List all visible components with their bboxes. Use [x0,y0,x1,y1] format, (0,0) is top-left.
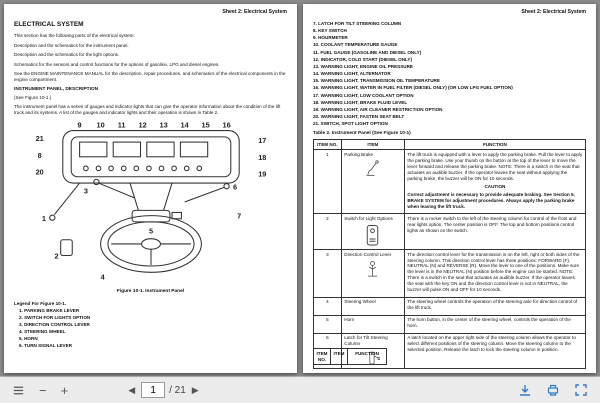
sidebar-toggle-button[interactable] [8,382,29,399]
legend-item: 2. SWITCH FOR LIGHTS OPTION [19,315,91,321]
legend-item: 20. WARNING LIGHT, FASTEN SEAT BELT [313,114,405,120]
svg-text:21: 21 [35,134,44,144]
legend-item: 6. TURN SIGNAL LEVER [19,342,73,348]
instrument-table-body [314,150,586,369]
legend-item: 17. WARNING LIGHT, LOW COOLANT OPTION [313,92,414,98]
col-header-item: ITEM [330,349,347,365]
legend-item: 10. COOLANT TEMPERATURE GAUGE [313,42,398,48]
legend-item: 5. HORN [19,335,38,341]
parking-brake-lever-figure [365,160,380,177]
page-header: Sheet 2: Electrical System [521,9,586,15]
item-name-cell [341,150,404,214]
function-text: Correct adjustment is necessary to provide adequate braking. See Section 5, BRAKE SYSTEM for adjustment procedures. Always apply the parking brake when leaving the lift truck. [407,191,575,209]
function-cell [404,315,585,333]
legend-item: 11. FUEL GAUGE (GASOLINE AND DIESEL ONLY) [313,49,422,55]
instrument-panel-figure [25,120,277,286]
legend-item: 15. WARNING LIGHT, TRANSMISSION OIL TEMPERATURE [313,78,440,84]
item-name: Steering Wheel [344,299,376,305]
function-cell [404,214,585,250]
menu-icon [12,384,25,397]
function-text: The direction control lever for the transmission is on the left, right or both sides of the steering column. This direction control lever has three positions: FORWARD (F), NEUTRAL (N) and REVERSE (R). Move the lever to one of the positions. Make sure the lever is in the NEUTRAL (N) position before the engine can be started. NOTE: There is a switch in the seat that actuates an audible buzzer. If the operator leaves the seat with the key ON and the direction control lever is not in NEUTRAL, the buzzer will pulse ON and OFF for 10 seconds. [407,251,580,293]
svg-text:16: 16 [222,120,231,130]
print-icon [546,383,560,397]
table-caption: Table 2. Instrument Panel (See Figure 10-1) [313,131,411,137]
item-name-cell [341,315,404,333]
bottom-toolbar [0,376,600,403]
item-name-cell [341,250,404,298]
col-header-item-no: ITEM NO. [314,140,342,150]
item-number-cell: 5 [314,315,342,333]
function-cell [404,333,585,369]
figure-legend-list [14,308,287,349]
page-left [4,4,297,373]
table-row [314,214,586,250]
legend-title: Legend For Figure 10-1. [14,300,67,306]
legend-item: 12. INDICATOR, COLD START (DIESEL ONLY) [313,56,413,62]
svg-text:8: 8 [37,151,42,161]
item-number-cell: 4 [314,297,342,315]
svg-text:17: 17 [257,136,266,146]
table-row [314,250,586,298]
svg-text:10: 10 [96,120,105,130]
item-name: Parking Brake [344,151,374,157]
light-switch-figure [365,224,380,247]
instrument-panel-drawing [25,120,277,286]
section-title: ELECTRICAL SYSTEM [14,21,84,28]
intro-paragraph: Description and the schematics for the instrument panel. [14,42,129,48]
intro-paragraph: See the ENGINE MAINTENANCE MANUAL for the description, repair procedures, and schematics of the electrical components in the engine compartment. [14,71,286,83]
function-text: The horn button, in the center of the steering wheel, controls the operation of the horn. [407,317,571,329]
see-figure-reference: (See Figure 10-1.) [14,95,52,101]
figure-caption: Figure 10-1. Instrument Panel [116,289,185,295]
svg-text:14: 14 [180,120,189,130]
item-number-cell: 2 [314,214,342,250]
function-cell [404,250,585,298]
page-right [303,4,596,373]
download-icon [518,383,532,397]
svg-text:13: 13 [159,120,168,130]
page-count-label: / 21 [169,384,186,396]
legend-item: 9. HOURMETER [313,35,348,41]
function-cell [404,297,585,315]
item-number-cell: 1 [314,150,342,214]
table-row [314,315,586,333]
function-text: A latch located on the upper right side of the steering column allows the operator to select different positions of the steering column. Move the steering column to the selected position. Release the latch to lock the steering column in position. [407,335,576,353]
function-text: The lift truck is equipped with a lever to apply the parking brake. Pull the lever to apply the parking brake. Use your thumb on the button at the top of the lever to move the lever forward and release the parking brake. NOTE: There is a switch in the seat that actuates an audible buzzer. If the operator leaves the seat without applying the parking brake, the buzzer will be ON for 10 seconds. [407,151,583,181]
legend-item: 1. PARKING BRAKE LEVER [19,308,80,314]
page-number-input[interactable] [141,382,165,398]
svg-text:6: 6 [232,182,237,192]
function-text: The steering wheel controls the operation of the steering axle for direction control of the lift truck. [407,299,578,311]
item-name: Direction Control Lever [344,251,392,257]
svg-text:15: 15 [201,120,210,130]
item-name-cell [341,297,404,315]
svg-text:5: 5 [148,226,153,236]
svg-text:2: 2 [53,252,59,262]
item-name-cell [341,214,404,250]
legend-item: 19. WARNING LIGHT, AIR CLEANER RESTRICTION OPTION [313,106,443,112]
direction-lever-figure [365,260,380,278]
item-number-cell: 3 [314,250,342,298]
item-name: Latch for Tilt Steering Column [344,335,388,347]
function-text: There is a rocker switch to the left of the steering column for control of the front and rear lights option. The center position is OFF. The top and bottom positions control lights as shown on the switch. [407,215,577,233]
col-header-function: FUNCTION [404,140,585,150]
intro-paragraph: This section has the following parts of the electrical system: [14,33,135,39]
download-button[interactable] [514,381,536,399]
item-number-cell: 6 [314,333,342,369]
svg-text:4: 4 [100,273,105,283]
svg-text:3: 3 [83,186,88,196]
function-cell [404,150,585,214]
instrument-table [313,139,586,369]
page-navigation [126,382,201,398]
svg-text:20: 20 [35,168,44,178]
legend-item: 18. WARNING LIGHT, BRAKE FLUID LEVEL [313,99,408,105]
panel-description-paragraph: The instrument panel has a series of gauges and indicator lights that can give the operator information about the condition of the lift truck and its systems. A list of the gauges and indicator lights and their operation is shown in Table 2. [14,104,281,116]
fullscreen-icon [574,383,588,397]
zoom-out-button[interactable]: − [35,382,51,399]
col-header-item: ITEM [341,140,404,150]
legend-item: 8. KEY SWITCH [313,28,347,34]
svg-text:9: 9 [77,120,82,130]
legend-list-continued [313,21,586,127]
legend-item: 13. WARNING LIGHT, ENGINE OIL PRESSURE [313,63,413,69]
page-header: Sheet 2: Electrical System [222,9,287,15]
svg-text:12: 12 [138,120,147,130]
svg-text:18: 18 [257,153,266,163]
legend-item: 4. STEERING WHEEL [19,329,66,334]
svg-text:1: 1 [41,214,46,224]
function-text: CAUTION [484,183,506,189]
table-header-row [314,349,387,365]
intro-paragraph: Schematics for the sensors and control functions for the options of gasoline, LPG and diesel engines. [14,61,220,67]
prev-page-button[interactable]: ◀ [126,383,137,398]
continuation-table [313,348,387,365]
print-button[interactable] [542,381,564,399]
fullscreen-button[interactable] [570,381,592,399]
svg-text:19: 19 [257,170,266,180]
col-header-item-no: ITEM NO. [314,349,331,365]
legend-item: 21. SWITCH, SPOT LIGHT OPTION [313,121,388,127]
intro-paragraph: Description and the schematics for the light options. [14,52,120,58]
legend-item: 14. WARNING LIGHT, ALTERNATOR [313,71,391,77]
zoom-in-button[interactable]: + [57,382,73,399]
svg-text:11: 11 [117,120,125,130]
table-header-row [314,140,586,150]
subsection-heading: INSTRUMENT PANEL, DESCRIPTION [14,87,99,93]
table-row [314,150,586,214]
next-page-button[interactable]: ▶ [190,383,201,398]
legend-item: 3. DIRECTION CONTROL LEVER [19,322,90,328]
legend-item: 16. WARNING LIGHT, WATER IN FUEL FILTER (DIESEL ONLY) (OR LOW LPG FUEL OPTION) [313,85,513,91]
item-name: Switch for Light Options [344,215,393,221]
legend-item: 7. LATCH FOR TILT STEERING COLUMN [313,21,402,26]
table-row [314,297,586,315]
svg-text:7: 7 [236,212,241,222]
col-header-function: FUNCTION [347,349,386,365]
item-name: Horn [344,317,355,323]
